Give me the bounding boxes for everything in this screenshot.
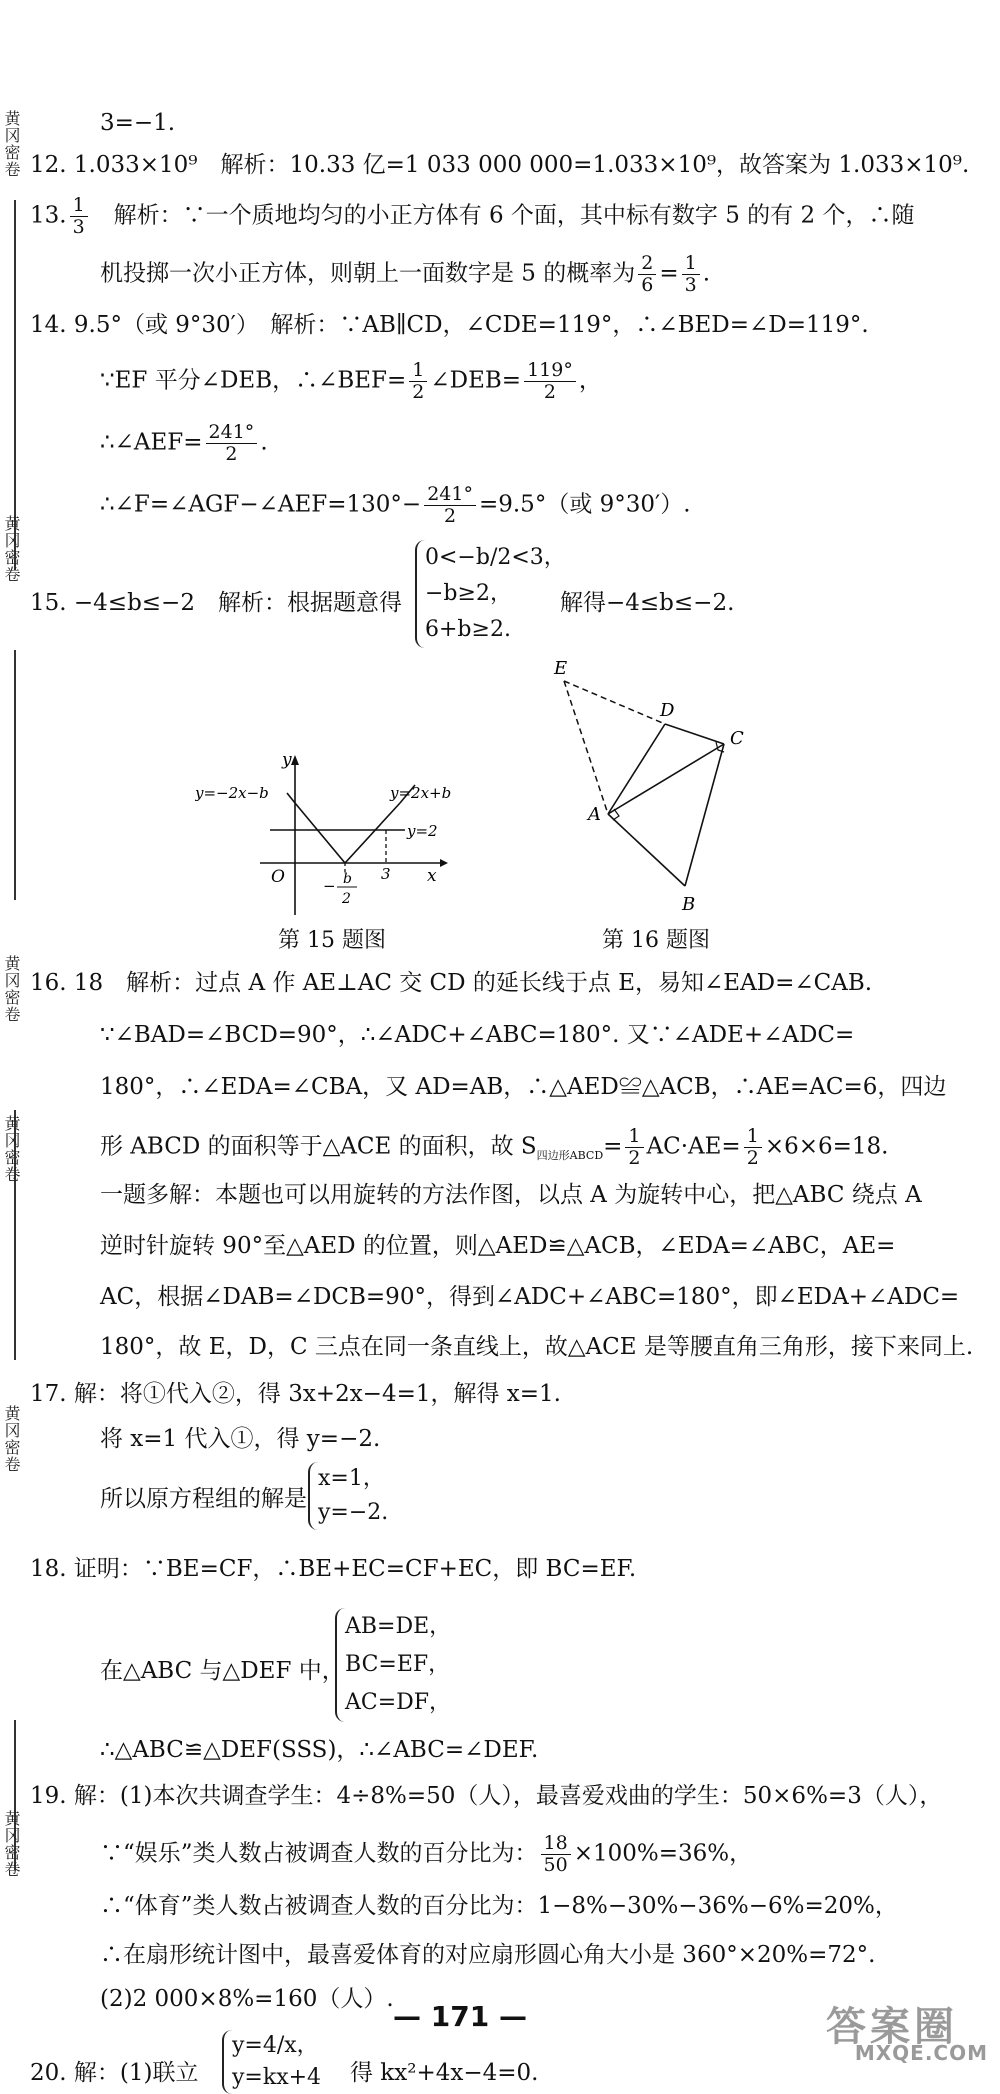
answer-line: 得 kx²+4x−4=0.: [350, 2060, 539, 2086]
page-number: — 171 —: [393, 2000, 527, 2033]
figure-15-graph: [195, 745, 455, 920]
watermark-logo: 答案圈 MXQE.COM: [826, 2004, 988, 2065]
answer-line: 180°，故 E，D，C 三点在同一条直线上，故△ACE 是等腰直角三角形，接下来同上.: [100, 1334, 974, 1360]
segment-EA: [564, 681, 608, 814]
left-line-extension: [287, 793, 295, 803]
segment-AD: [608, 724, 665, 814]
right-line-label: y=2x+b: [390, 784, 452, 802]
answer-line: ∴△ABC≌△DEF(SSS)，∴∠ABC=∠DEF.: [100, 1737, 539, 1763]
segment-CB: [685, 744, 724, 886]
answer-line: 所以原方程组的解是: [100, 1486, 307, 1512]
answer-15: 15. −4≤b≤−2 解析：根据题意得: [30, 590, 402, 616]
segment-AB: [608, 814, 685, 886]
inequality-system: 0<−b/2<3， −b≥2， 6+b≥2.: [415, 540, 566, 648]
figure-15-caption: 第 15 题图: [278, 928, 386, 953]
answer-line: 180°，∴∠EDA=∠CBA，又 AD=AB，∴△AED≌△ACB，∴AE=AC=6，四边: [100, 1074, 947, 1100]
margin-rule: [14, 650, 16, 900]
answer-13: 13. $\frac{1}{3}$ 解析：∵一个质地均匀的小正方体有 6 个面，其中标有数字 5 的有 2 个，∴随: [30, 194, 915, 238]
answer-line: ∴∠AEF= $\frac{241^\circ}{2}$ .: [100, 421, 268, 465]
point-label-D: D: [660, 700, 675, 721]
figure-16-diagram: [540, 660, 760, 920]
fraction: $\frac{18}{50}$: [541, 1833, 571, 1876]
segment-DC: [665, 724, 724, 744]
answer-line: 解得−4≤b≤−2.: [560, 590, 735, 616]
horizontal-line-label: y=2: [407, 822, 438, 840]
x-axis-label: x: [427, 866, 437, 886]
answer-12: 12. 1.033×10⁹ 解析：10.33 亿=1 033 000 000=1.033×10⁹，故答案为 1.033×10⁹.: [30, 152, 970, 178]
left-line-label: y=−2x−b: [195, 784, 269, 802]
answer-line: AC，根据∠DAB=∠DCB=90°，得到∠ADC+∠ABC=180°，即∠EDA+∠ADC=: [100, 1284, 960, 1310]
margin-label: 黄冈密卷: [2, 110, 21, 178]
margin-label: 黄冈密卷: [2, 1405, 21, 1473]
answer-17: 17. 解：将①代入②，得 3x+2x−4=1，解得 x=1.: [30, 1381, 561, 1407]
answer-18: 18. 证明：∵BE=CF，∴BE+EC=CF+EC，即 BC=EF.: [30, 1556, 637, 1582]
answer-20: 20. 解：(1)联立: [30, 2060, 199, 2086]
congruence-system: AB=DE， BC=EF， AC=DF，: [335, 1608, 451, 1722]
segment-AC: [608, 744, 724, 814]
point-label-B: B: [682, 894, 696, 915]
segment-ED: [564, 681, 665, 724]
margin-label: 黄冈密卷: [2, 1115, 21, 1183]
fraction: $\frac{1}{3}$: [70, 195, 88, 238]
answer-line: 一题多解：本题也可以用旋转的方法作图，以点 A 为旋转中心，把△ABC 绕点 A: [100, 1182, 922, 1208]
answer-line: ∴“体育”类人数占被调查人数的百分比为：1−8%−30%−36%−6%=20%，: [100, 1893, 898, 1919]
v-shaped-graph: [295, 803, 400, 863]
answer-line: ∵∠BAD=∠BCD=90°，∴∠ADC+∠ABC=180°. 又∵∠ADE+∠ADC=: [100, 1022, 855, 1048]
solution-system: x=1， y=−2.: [308, 1462, 388, 1530]
vertex-minus: −: [323, 877, 336, 895]
vertex-numerator: b: [343, 871, 352, 887]
answer-19: 19. 解：(1)本次共调查学生：4÷8%=50（人），最喜爱戏曲的学生：50×6%=3（人），: [30, 1783, 943, 1809]
point-label-E: E: [554, 660, 568, 679]
answer-line: (2)2 000×8%=160（人）.: [100, 1986, 394, 2012]
fraction: $\frac{241^\circ}{2}$: [206, 422, 258, 465]
vertex-denominator: 2: [342, 891, 351, 907]
tick-label-3: 3: [381, 865, 391, 883]
fraction: $\frac{2}{6}$: [638, 253, 656, 296]
origin-label: O: [271, 867, 285, 887]
fraction: $\frac{1}{2}$: [625, 1126, 643, 1169]
answer-16: 16. 18 解析：过点 A 作 AE⊥AC 交 CD 的延长线于点 E，易知∠EAD=∠CAB.: [30, 970, 873, 996]
answer-line: 机投掷一次小正方体，则朝上一面数字是 5 的概率为 $\frac{2}{6}$ = $\frac{1}{3}$ .: [100, 252, 711, 296]
answer-line: 将 x=1 代入①，得 y=−2.: [100, 1426, 381, 1452]
equation-system: y=4/x， y=kx+4: [222, 2030, 321, 2094]
margin-label: 黄冈密卷: [2, 955, 21, 1023]
x-axis-arrow: [440, 859, 448, 867]
fraction: $\frac{1}{3}$: [682, 253, 700, 296]
answer-line: 形 ABCD 的面积等于△ACE 的面积，故 $S_{四边形ABCD}=$ $\frac{1}{2}$ AC·AE= $\frac{1}{2}$ ×6×6=18.: [100, 1125, 889, 1169]
answer-14: 14. 9.5°（或 9°30′） 解析：∵AB∥CD，∠CDE=119°，∴∠BED=∠D=119°.: [30, 312, 869, 338]
point-label-C: C: [730, 728, 744, 749]
fraction: $\frac{119^\circ}{2}$: [524, 360, 576, 403]
figure-16-caption: 第 16 题图: [602, 928, 710, 953]
y-axis-arrow: [291, 755, 299, 765]
answer-line: 3=−1.: [100, 110, 176, 136]
y-axis-label: y: [282, 750, 292, 770]
answer-line: ∵“娱乐”类人数占被调查人数的百分比为： $\frac{18}{50}$ ×100%=36%，: [100, 1832, 753, 1876]
answer-line: 在△ABC 与△DEF 中，: [100, 1658, 345, 1684]
answer-line: ∵EF 平分∠DEB，∴∠BEF= $\frac{1}{2}$ ∠DEB= $\frac{119^\circ}{2}$ ，: [100, 359, 602, 403]
margin-label: 黄冈密卷: [2, 1810, 21, 1878]
point-label-A: A: [588, 804, 601, 825]
fraction: $\frac{1}{2}$: [409, 360, 427, 403]
answer-line: ∴∠F=∠AGF−∠AEF=130°− $\frac{241^\circ}{2}$ =9.5°（或 9°30′）.: [100, 483, 691, 527]
fraction: $\frac{241^\circ}{2}$: [424, 484, 476, 527]
margin-label: 黄冈密卷: [2, 515, 21, 583]
answer-line: 逆时针旋转 90°至△AED 的位置，则△AED≌△ACB，∠EDA=∠ABC，AE=: [100, 1233, 896, 1259]
fraction: $\frac{1}{2}$: [744, 1126, 762, 1169]
answer-line: ∴在扇形统计图中，最喜爱体育的对应扇形圆心角大小是 360°×20%=72°.: [100, 1942, 876, 1968]
